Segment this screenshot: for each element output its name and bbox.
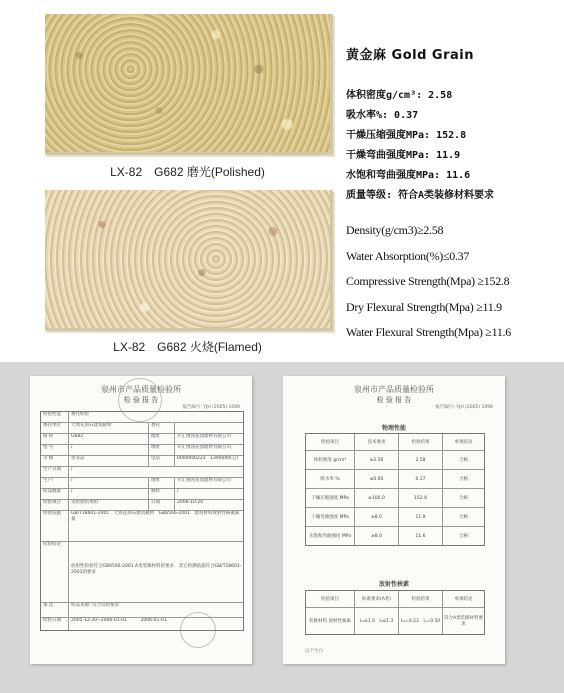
- form-value: 0000000222 1390000(公): [177, 456, 239, 461]
- report-form: [40, 411, 244, 631]
- table-cell: ≥2.56: [354, 451, 398, 469]
- form-row: [41, 445, 243, 456]
- table-header-cell: 检验结果: [398, 434, 442, 450]
- table-cell: 2.58: [398, 451, 442, 469]
- form-value: /: [177, 489, 179, 494]
- table-header-cell: 检验结果: [398, 591, 442, 607]
- polished-stone-image: [45, 14, 333, 155]
- table-cell: 合格: [442, 508, 484, 526]
- form-value: /: [69, 489, 149, 499]
- table-header-cell: 单项结论: [442, 434, 484, 450]
- form-label: 检验日期: [41, 618, 69, 630]
- form-value: 委托检验: [71, 412, 89, 417]
- form-row: [41, 603, 243, 618]
- form-dates: 2005-12-30~2006-01-01 2006-01-01: [71, 618, 167, 623]
- table-cell: 合格: [442, 470, 484, 488]
- table-row: [306, 527, 484, 545]
- form-label: 地址: [149, 445, 175, 455]
- form-label: 检验结论: [41, 542, 69, 602]
- form-label: 委托: [149, 423, 175, 433]
- table-cell: 装修材料 放射性核素: [309, 619, 351, 624]
- inspection-report-page-1: [30, 376, 252, 664]
- form-conclusion: 放射性检验符合GB6566-2001 A类装修材料的要求 其它检测依据符合GB/T18601-2001的要求: [71, 564, 242, 575]
- form-label: 商 标: [41, 434, 69, 444]
- report-number: 报告编号: YJH (2005) 1090: [435, 405, 493, 410]
- table-cell: ≥8.0: [354, 508, 398, 526]
- table-cell: 体积密度 g/cm³: [313, 458, 347, 463]
- table-cell: ≥100.0: [354, 489, 398, 507]
- physical-section-title: 物理性能: [381, 425, 406, 432]
- table-cell: 合格: [442, 451, 484, 469]
- form-row: [41, 467, 243, 478]
- table-cell: 11.9: [398, 508, 442, 526]
- spec-absorption-cn: 吸水率%: 0.37: [346, 110, 419, 121]
- table-header-cell: 检验项目: [321, 440, 339, 445]
- form-label: 生产日期: [41, 467, 69, 477]
- table-cell: 符合A类装修材料要求: [442, 608, 484, 634]
- form-value: 天然花岗石建筑板材: [69, 423, 149, 433]
- form-label: 委托单位: [41, 423, 69, 433]
- form-label: 检验性能: [41, 412, 69, 422]
- form-label: 抽样: [149, 489, 175, 499]
- table-cell: Iᵣₐ≤1.0 Iᵧ≤1.3: [354, 608, 398, 634]
- table-header-cell: 技术要求: [354, 434, 398, 450]
- form-row: [41, 412, 243, 423]
- table-cell: 水饱和弯曲强度 MPa: [308, 534, 352, 539]
- form-basis: GB/T18601-2001 天然花岗石建筑板材 GB6566-2001 建筑材料放射性核素限量: [71, 511, 240, 522]
- form-value: 2006-10-20: [177, 500, 204, 505]
- spec-compressive-en: Compressive Strength(Mpa) ≥152.8: [346, 274, 510, 288]
- spec-density-cn: 体积密度g/cm³: 2.58: [346, 90, 453, 101]
- report-number: 报告编号: YJH (2005) 1090: [182, 405, 240, 410]
- chinese-spec-list: [346, 86, 561, 206]
- physical-table: [305, 433, 485, 546]
- spec-density-en: Density(g/cm3)≥2.58: [346, 223, 444, 237]
- spec-grade-cn: 质量等级: 符合A类装修材料要求: [346, 190, 495, 201]
- table-cell: 吸水率 %: [320, 477, 340, 482]
- report-org: 泉州市产品质量检验所: [354, 385, 434, 394]
- polished-caption: LX-82 G682 磨光(Polished): [110, 165, 265, 179]
- table-header-cell: 单项结论: [442, 591, 484, 607]
- flamed-caption: LX-82 G682 火烧(Flamed): [113, 340, 262, 354]
- spec-water-flexural-en: Water Flexural Strength(Mpa) ≥11.6: [346, 325, 511, 339]
- table-row: [306, 508, 484, 527]
- table-row: [306, 608, 484, 634]
- spec-dry-flexural-en: Dry Flexural Strength(Mpa) ≥11.9: [346, 299, 502, 314]
- form-label: 地址: [149, 434, 175, 444]
- form-label: 检验项目: [41, 500, 69, 510]
- table-row: [306, 489, 484, 508]
- table-cell: 合格: [442, 489, 484, 507]
- report-footer: 以下空白: [305, 649, 323, 654]
- form-label: 备 注: [41, 603, 69, 617]
- form-label: 型 号: [41, 445, 69, 455]
- seal-stamp: [180, 612, 216, 648]
- report-title: 检 验 报 告: [376, 396, 412, 404]
- form-label: 地址: [149, 478, 175, 488]
- table-cell: 0.37: [398, 470, 442, 488]
- form-row: [41, 511, 243, 542]
- table-cell: 干燥压缩强度 MPa: [311, 496, 349, 501]
- form-row: [41, 489, 243, 500]
- radioactivity-section-title: 放射性核素: [378, 581, 409, 588]
- form-remark: 样品来源: 符合试验要求: [71, 603, 119, 608]
- table-row: [306, 451, 484, 470]
- form-value: 开汇图园花园建材有限公司: [177, 434, 231, 439]
- table-cell: 152.8: [398, 489, 442, 507]
- table-header-cell: 检验项目: [321, 597, 339, 602]
- form-row: [41, 478, 243, 489]
- form-row: [41, 542, 243, 603]
- form-value: /: [69, 445, 149, 455]
- inspection-report-page-2: [283, 376, 505, 664]
- spec-water-flexural-cn: 水饱和弯曲强度MPa: 11.6: [346, 170, 471, 181]
- form-row: [41, 434, 243, 445]
- table-header-cell: 标准要求(A类): [354, 591, 398, 607]
- table-cell: 合格: [442, 527, 484, 545]
- form-label: 样品数量: [41, 489, 69, 499]
- product-title: 黄金麻 Gold Grain: [346, 48, 474, 63]
- english-spec-list: [346, 218, 561, 346]
- table-row: [306, 470, 484, 489]
- table-cell: ≤0.60: [354, 470, 398, 488]
- form-label: 生产厂: [41, 478, 69, 488]
- form-row: [41, 456, 243, 467]
- table-cell: ≥8.0: [354, 527, 398, 545]
- form-label: 电话: [149, 456, 175, 466]
- form-value: 开汇图园花园建材有限公司: [177, 445, 231, 450]
- spec-dry-flexural-cn: 干燥弯曲强度MPa: 11.9: [346, 150, 461, 161]
- form-label: 检验依据: [41, 511, 69, 541]
- table-header: [306, 434, 484, 451]
- flamed-stone-image: [45, 190, 333, 331]
- form-value: [175, 423, 243, 433]
- table-cell: 干燥弯曲强度 MPa: [311, 515, 349, 520]
- form-label: 日期: [149, 500, 175, 510]
- form-value: 开汇图园花园建材有限公司: [177, 478, 231, 483]
- spec-compressive-cn: 干燥压缩强度MPa: 152.8: [346, 130, 467, 141]
- form-value: 见检验结果附: [69, 500, 149, 510]
- report-org: 泉州市产品质量检验所: [101, 385, 181, 394]
- table-cell: 11.6: [398, 527, 442, 545]
- form-value: G682: [69, 434, 149, 444]
- report-title: 检 验 报 告: [123, 396, 159, 404]
- form-row: [41, 500, 243, 511]
- form-label: 等 级: [41, 456, 69, 466]
- form-value: /: [71, 467, 73, 472]
- radioactivity-table: [305, 590, 485, 635]
- table-header: [306, 591, 484, 608]
- spec-absorption-en: Water Absorption(%)≤0.37: [346, 248, 470, 263]
- form-value: 优等品: [69, 456, 149, 466]
- form-value: /: [69, 478, 149, 488]
- form-row: [41, 423, 243, 434]
- table-cell: Iᵣₐ=0.23 Iᵧ=0.50: [398, 608, 442, 634]
